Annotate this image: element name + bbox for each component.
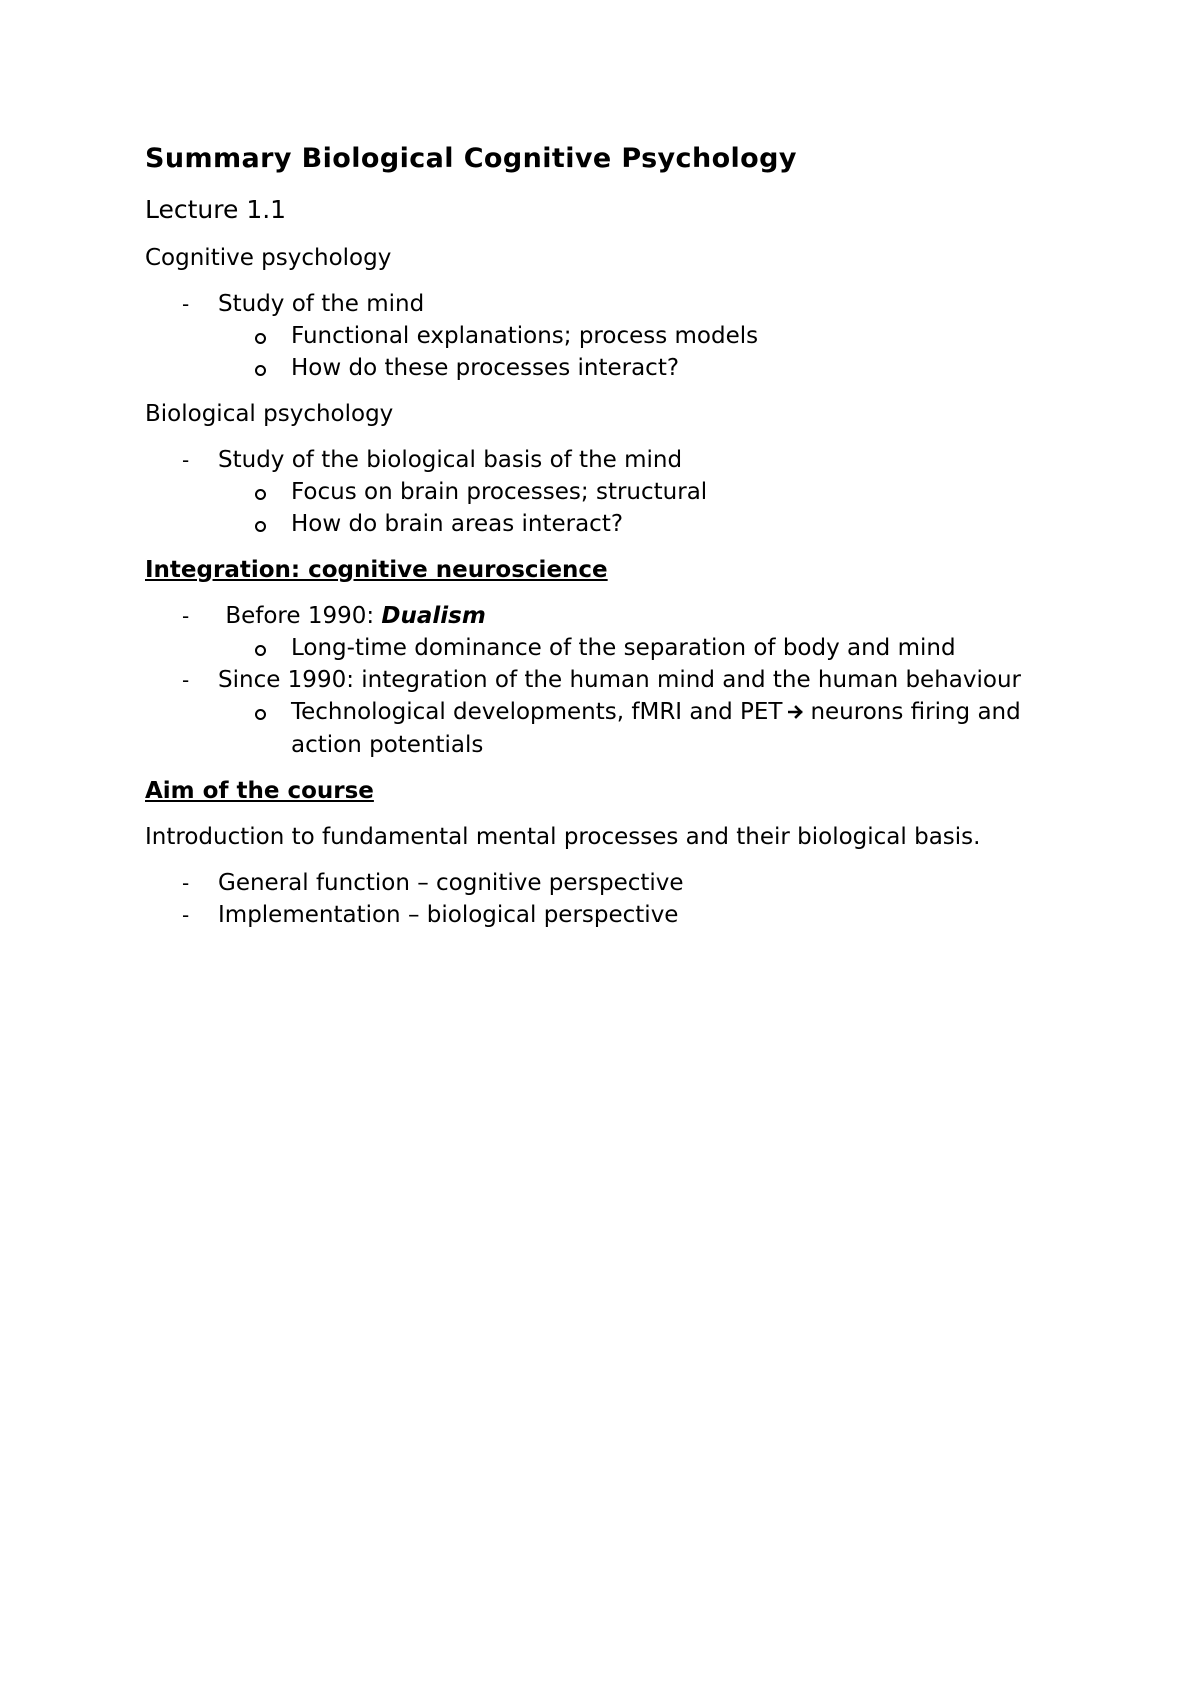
dash-marker: -: [182, 870, 190, 895]
sub-list-item-text: How do brain areas interact?: [291, 511, 624, 537]
sub-list-item-text: Functional explanations; process models: [291, 323, 759, 349]
section-heading-biological: Biological psychology: [145, 401, 394, 427]
list-item-text: General function – cognitive perspective: [218, 869, 684, 896]
circle-bullet-icon: [255, 489, 266, 500]
list-item-text: Since 1990: integration of the human mind and the human behaviour: [218, 667, 1021, 693]
sub-list: [218, 696, 1045, 761]
list-item: [145, 600, 1045, 664]
list-item-prefix: Before 1990:: [225, 603, 375, 629]
list-item: [145, 288, 1045, 384]
cognitive-list: [145, 288, 1045, 384]
sub-list-item-text-after: neurons firing and action potentials: [291, 699, 1021, 758]
aim-list: [145, 867, 1045, 931]
list-item: [145, 867, 1045, 899]
arrow-right-icon: [788, 697, 804, 729]
sub-list-item: [218, 508, 1045, 540]
list-item: [145, 899, 1045, 931]
sub-list-item-text: How do these processes interact?: [291, 355, 680, 381]
sub-list: [218, 632, 1045, 664]
sub-list-item: [218, 320, 1045, 352]
sub-list-item: [218, 476, 1045, 508]
sub-list: [218, 476, 1045, 540]
aim-intro-paragraph: Introduction to fundamental mental processes and their biological basis.: [145, 823, 981, 850]
list-item-text: Study of the biological basis of the mind: [218, 447, 683, 473]
sub-list-item-text: Focus on brain processes; structural: [291, 479, 708, 505]
sub-list-item: [218, 352, 1045, 384]
sub-list: [218, 320, 1045, 384]
list-item-text: Study of the mind: [218, 291, 425, 317]
list-item-text: [218, 600, 1045, 632]
sub-list-item-text: Long-time dominance of the separation of body and mind: [291, 635, 956, 661]
dash-marker: -: [182, 604, 190, 628]
section-heading-aim: Aim of the course: [145, 777, 374, 804]
circle-bullet-icon: [255, 709, 266, 720]
circle-bullet-icon: [255, 365, 266, 376]
sub-list-item: [218, 632, 1045, 664]
sub-list-item-text-before: Technological developments, fMRI and PET: [291, 699, 783, 725]
circle-bullet-icon: [255, 645, 266, 656]
section-heading-cognitive: Cognitive psychology: [145, 245, 392, 271]
dualism-emphasis: Dualism: [381, 603, 486, 629]
dash-marker: -: [182, 902, 190, 927]
circle-bullet-icon: [255, 333, 266, 344]
circle-bullet-icon: [255, 521, 266, 532]
lecture-heading: Lecture 1.1: [145, 195, 287, 224]
document-title: Summary Biological Cognitive Psychology: [145, 143, 797, 174]
list-item: [145, 444, 1045, 540]
integration-list: [145, 600, 1045, 761]
dash-marker: -: [182, 448, 190, 472]
list-item: [145, 664, 1045, 761]
sub-list-item: [218, 696, 1045, 761]
dash-marker: -: [182, 668, 190, 692]
section-heading-integration: Integration: cognitive neuroscience: [145, 557, 608, 583]
document-content: [145, 140, 1045, 931]
dash-marker: -: [182, 292, 190, 316]
list-item-text: Implementation – biological perspective: [218, 901, 679, 928]
biological-list: [145, 444, 1045, 540]
